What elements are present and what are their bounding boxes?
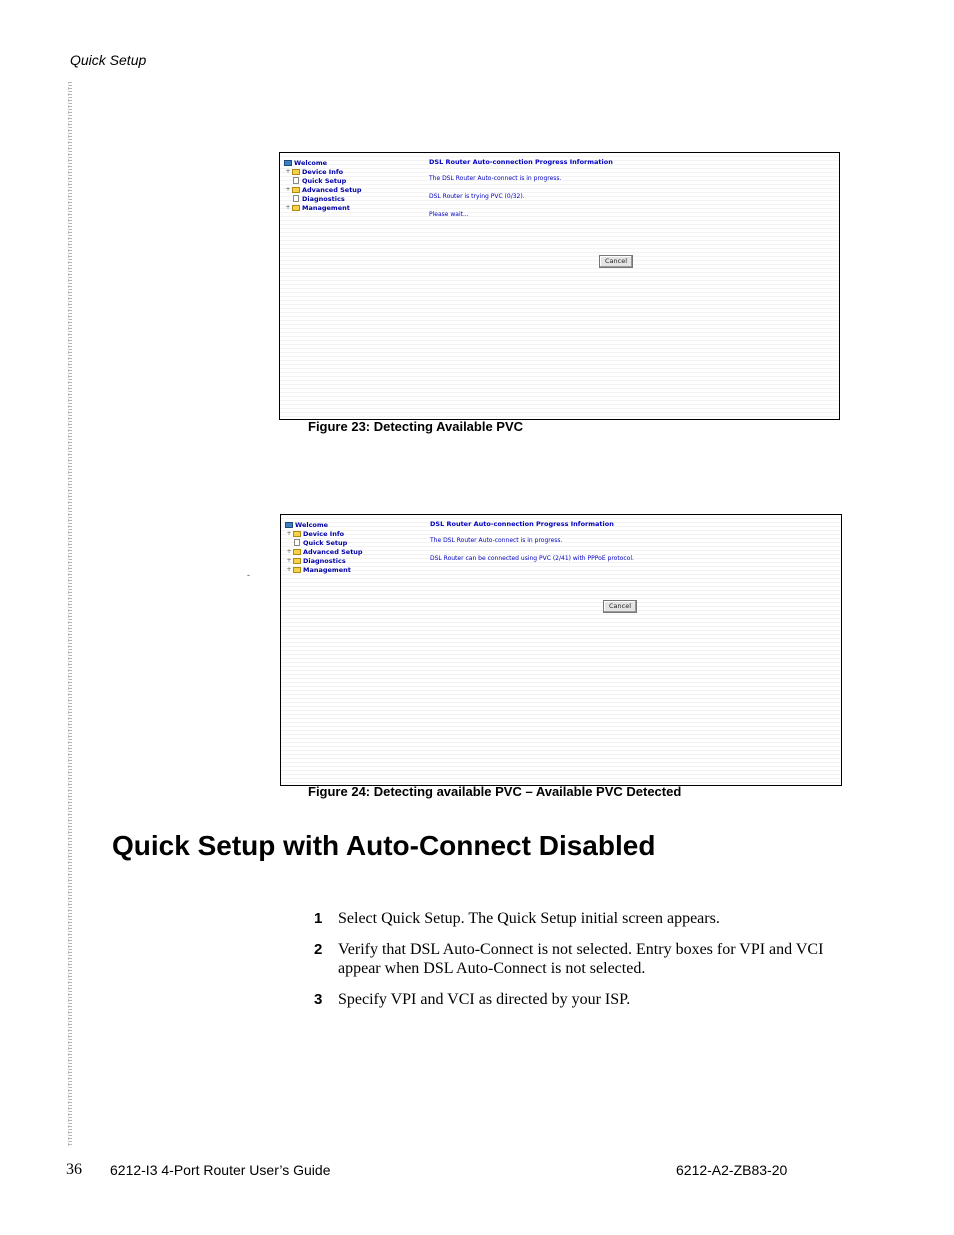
expand-icon[interactable]: + (285, 204, 291, 211)
nav-welcome-label: Welcome (295, 520, 329, 529)
figure-caption: Figure 24: Detecting available PVC – Available PVC Detected (308, 784, 682, 799)
nav-advanced-setup[interactable] (285, 547, 363, 556)
folder-icon (292, 169, 300, 175)
expand-icon[interactable]: + (285, 168, 291, 175)
panel-title: DSL Router Auto-connection Progress Information (430, 520, 614, 528)
progress-panel (429, 158, 613, 229)
step-number: 2 (314, 941, 323, 958)
nav-device-info-label: Device Info (303, 529, 345, 538)
nav-quick-setup[interactable] (285, 538, 363, 547)
expand-icon[interactable]: + (286, 530, 292, 537)
nav-welcome[interactable] (285, 520, 363, 529)
step-text: Select Quick Setup. The Quick Setup initial screen appears. (338, 910, 720, 927)
status-line: The DSL Router Auto-connect is in progress. (429, 175, 562, 182)
cancel-button[interactable]: Cancel (603, 600, 637, 613)
figure-caption: Figure 23: Detecting Available PVC (308, 419, 524, 434)
footer-doc-title: 6212-I3 4-Port Router User’s Guide (110, 1162, 331, 1178)
page-icon (293, 195, 299, 202)
stray-mark: - (247, 570, 250, 580)
cancel-button[interactable]: Cancel (599, 255, 633, 268)
status-line: DSL Router is trying PVC (0/32). (429, 193, 525, 200)
nav-diagnostics[interactable] (285, 556, 363, 565)
nav-management[interactable] (284, 203, 362, 212)
nav-quick-setup-label: Quick Setup (303, 538, 348, 547)
running-header: Quick Setup (70, 52, 147, 68)
expand-icon[interactable]: + (285, 186, 291, 193)
nav-management-label: Management (302, 203, 350, 212)
folder-icon (293, 549, 301, 555)
section-heading: Quick Setup with Auto-Connect Disabled (112, 830, 656, 861)
expand-icon[interactable]: + (286, 557, 292, 564)
page-icon (294, 539, 300, 546)
step-list (312, 909, 842, 1021)
step-number: 3 (314, 991, 323, 1008)
nav-quick-setup[interactable] (284, 176, 362, 185)
nav-advanced-setup-label: Advanced Setup (303, 547, 363, 556)
nav-device-info[interactable] (285, 529, 363, 538)
list-item (312, 990, 842, 1009)
list-item (312, 940, 842, 978)
nav-advanced-setup[interactable] (284, 185, 362, 194)
progress-panel (430, 520, 634, 573)
nav-management[interactable] (285, 565, 363, 574)
nav-quick-setup-label: Quick Setup (302, 176, 347, 185)
nav-tree (284, 158, 362, 212)
folder-icon (293, 567, 301, 573)
panel-title: DSL Router Auto-connection Progress Information (429, 158, 613, 166)
folder-icon (293, 531, 301, 537)
computer-icon (285, 522, 293, 528)
footer-doc-code: 6212-A2-ZB83-20 (676, 1162, 788, 1178)
computer-icon (284, 160, 292, 166)
folder-icon (293, 558, 301, 564)
nav-tree (285, 520, 363, 574)
folder-icon (292, 187, 300, 193)
nav-management-label: Management (303, 565, 351, 574)
figure-24-screenshot (280, 514, 842, 786)
expand-icon[interactable]: + (286, 566, 292, 573)
nav-diagnostics-label: Diagnostics (303, 556, 346, 565)
nav-diagnostics-label: Diagnostics (302, 194, 345, 203)
status-line: Please wait... (429, 211, 469, 218)
page-icon (293, 177, 299, 184)
page-number: 36 (66, 1161, 82, 1178)
step-number: 1 (314, 910, 323, 927)
step-text: Verify that DSL Auto-Connect is not selected. Entry boxes for VPI and VCI appear when DSL Auto-Connect is not selected. (338, 941, 824, 977)
status-line: DSL Router can be connected using PVC (2/41) with PPPoE protocol. (430, 555, 634, 562)
nav-device-info[interactable] (284, 167, 362, 176)
folder-icon (292, 205, 300, 211)
nav-welcome[interactable] (284, 158, 362, 167)
nav-device-info-label: Device Info (302, 167, 344, 176)
margin-rule (68, 82, 72, 1146)
step-text: Specify VPI and VCI as directed by your ISP. (338, 991, 631, 1008)
nav-welcome-label: Welcome (294, 158, 328, 167)
nav-diagnostics[interactable] (284, 194, 362, 203)
nav-advanced-setup-label: Advanced Setup (302, 185, 362, 194)
status-line: The DSL Router Auto-connect is in progress. (430, 537, 563, 544)
expand-icon[interactable]: + (286, 548, 292, 555)
list-item (312, 909, 842, 928)
figure-23-screenshot (279, 152, 840, 420)
